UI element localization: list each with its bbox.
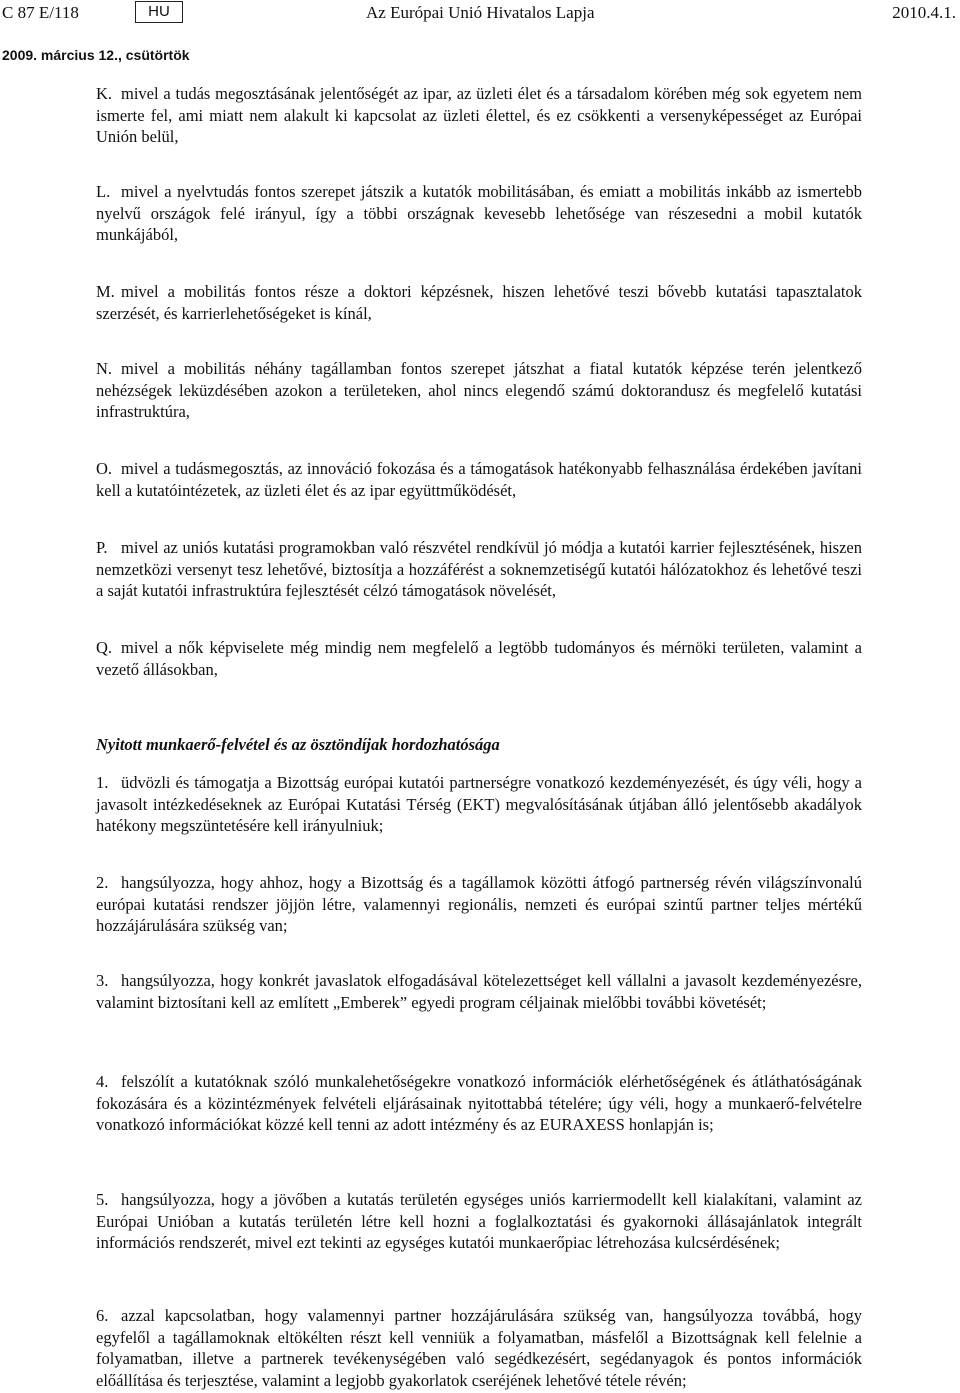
recital-m bbox=[96, 281, 862, 324]
recital-text: mivel a tudásmegosztás, az innováció fokozása és a támogatások hatékonyabb felhasználása érdekében javítani kell a kutatóintézetek, az üzleti élet és az ipar együttműködését, bbox=[96, 459, 862, 500]
item-1 bbox=[96, 772, 862, 837]
section-heading: Nyitott munkaerő-felvétel és az ösztöndíjak hordozhatósága bbox=[96, 735, 500, 754]
recital-text: mivel a mobilitás fontos része a doktori képzésnek, hiszen lehetővé teszi bővebb kutatási tapasztalatok szerzését, és karrierlehetőségeket is kínál, bbox=[96, 282, 862, 323]
item-2 bbox=[96, 872, 862, 937]
recital-text: mivel a nyelvtudás fontos szerepet játszik a kutatók mobilitásában, és emiatt a mobilitás inkább az ismertebb nyelvű országok felé irányul, így a többi országnak kevesebb lehetősége van részesedni a mobil kutatók munkájából, bbox=[96, 182, 862, 244]
item-3 bbox=[96, 970, 862, 1013]
item-number: 1. bbox=[96, 773, 109, 792]
recital-label: O. bbox=[96, 459, 113, 478]
item-number: 2. bbox=[96, 873, 109, 892]
item-text: üdvözli és támogatja a Bizottság európai kutatói partnerségre vonatkozó kezdeményezését, és úgy véli, hogy a javasolt intézkedéseknek az Európai Kutatási Térség (EKT) megvalósításának útjában álló jelentősebb akadályok hatékony megszüntetésére kell irányulniuk; bbox=[96, 773, 862, 835]
recital-label: Q. bbox=[96, 638, 113, 657]
recital-o bbox=[96, 458, 862, 501]
recital-p bbox=[96, 537, 862, 602]
recital-text: mivel a mobilitás néhány tagállamban fontos szerepet játszhat a fiatal kutatók képzése terén jelentkező nehézségek leküzdésében azokon a területeken, ahol nincs elegendő számú doktorandusz és megfelelő kutatási infrastruktúra, bbox=[96, 359, 862, 421]
recital-label: P. bbox=[96, 538, 108, 557]
recital-label: L. bbox=[96, 182, 111, 201]
item-text: azzal kapcsolatban, hogy valamennyi partner hozzájárulására szükség van, hangsúlyozza továbbá, hogy egyfelől a tagállamoknak eltökélten részt kell venniük a folyamatban, másfelől a Bizottságnak kell felelnie a folyamatban, illetve a partnerek tevékenységében való segédkezésért, segédanyagok és pontos információk előállítása és terjesztése, valamint a legjobb gyakorlatok cseréjének lehetővé tétele révén; bbox=[96, 1306, 862, 1390]
recital-label: M. bbox=[96, 282, 115, 301]
recital-text: mivel a nők képviselete még mindig nem megfelelő a legtöbb tudományos és mérnöki területen, valamint a vezető állásokban, bbox=[96, 638, 862, 679]
item-text: felszólít a kutatóknak szóló munkalehetőségekre vonatkozó információk elérhetőségének és átláthatóságának fokozására és a közintézmények felvételi eljárásainak nyitottabbá tételére; úgy véli, hogy a munkaerő-felvételre vonatkozó információkat közzé kell tenni az adott intézmény és az EURAXESS honlapján is; bbox=[96, 1072, 862, 1134]
item-number: 6. bbox=[96, 1306, 109, 1325]
recital-label: N. bbox=[96, 359, 113, 378]
page-header bbox=[0, 0, 960, 28]
language-badge: HU bbox=[135, 1, 183, 23]
item-number: 3. bbox=[96, 971, 109, 990]
item-4 bbox=[96, 1071, 862, 1136]
sitting-date: 2009. március 12., csütörtök bbox=[2, 47, 190, 63]
item-text: hangsúlyozza, hogy a jövőben a kutatás területén egységes uniós karriermodellt kell kialakítani, valamint az Európai Unióban a kutatás területén létre kell hozni a foglalkoztatási és gyakornoki állásajánlatok integrált információs rendszerét, mivel ezt tekinti az egységes kutatói munkaerőpiac létrehozása kulcsérdésének; bbox=[96, 1190, 862, 1252]
item-number: 5. bbox=[96, 1190, 109, 1209]
journal-title: Az Európai Unió Hivatalos Lapja bbox=[366, 3, 595, 22]
publication-date: 2010.4.1. bbox=[892, 3, 956, 22]
recital-n bbox=[96, 358, 862, 423]
recital-l bbox=[96, 181, 862, 246]
item-number: 4. bbox=[96, 1072, 109, 1091]
recital-q bbox=[96, 637, 862, 680]
item-5 bbox=[96, 1189, 862, 1254]
recital-k bbox=[96, 83, 862, 148]
recital-label: K. bbox=[96, 84, 113, 103]
item-text: hangsúlyozza, hogy konkrét javaslatok elfogadásával kötelezettséget kell vállalni a javasolt kezdeményezésre, valamint biztosítani kell az említett „Emberek” egyedi program céljainak mielőbbi további követését; bbox=[96, 971, 862, 1012]
recital-text: mivel a tudás megosztásának jelentőségét az ipar, az üzleti élet és a társadalom körében még sok egyetem nem ismerte fel, ami miatt nem alakult ki kapcsolat az üzleti élettel, és ez csökkenti a versenyképességet az Európai Unión belül, bbox=[96, 84, 862, 146]
recital-text: mivel az uniós kutatási programokban való részvétel rendkívül jó módja a kutatói karrier fejlesztésének, hiszen nemzetközi versenyt tesz lehetővé, biztosítja a hozzáférést a soknemzetiségű kutatói hálózatokhoz és lehetővé teszi a saját kutatói infrastruktúra fejlesztését célzó támogatások növelését, bbox=[96, 538, 862, 600]
journal-series: C 87 E/118 bbox=[2, 3, 79, 22]
item-text: hangsúlyozza, hogy ahhoz, hogy a Bizottság és a tagállamok közötti átfogó partnerség révén világszínvonalú európai kutatási rendszer jöjjön létre, valamennyi regionális, nemzeti és európai szintű partner teljes mértékű hozzájárulására szükség van; bbox=[96, 873, 862, 935]
item-6 bbox=[96, 1305, 862, 1391]
